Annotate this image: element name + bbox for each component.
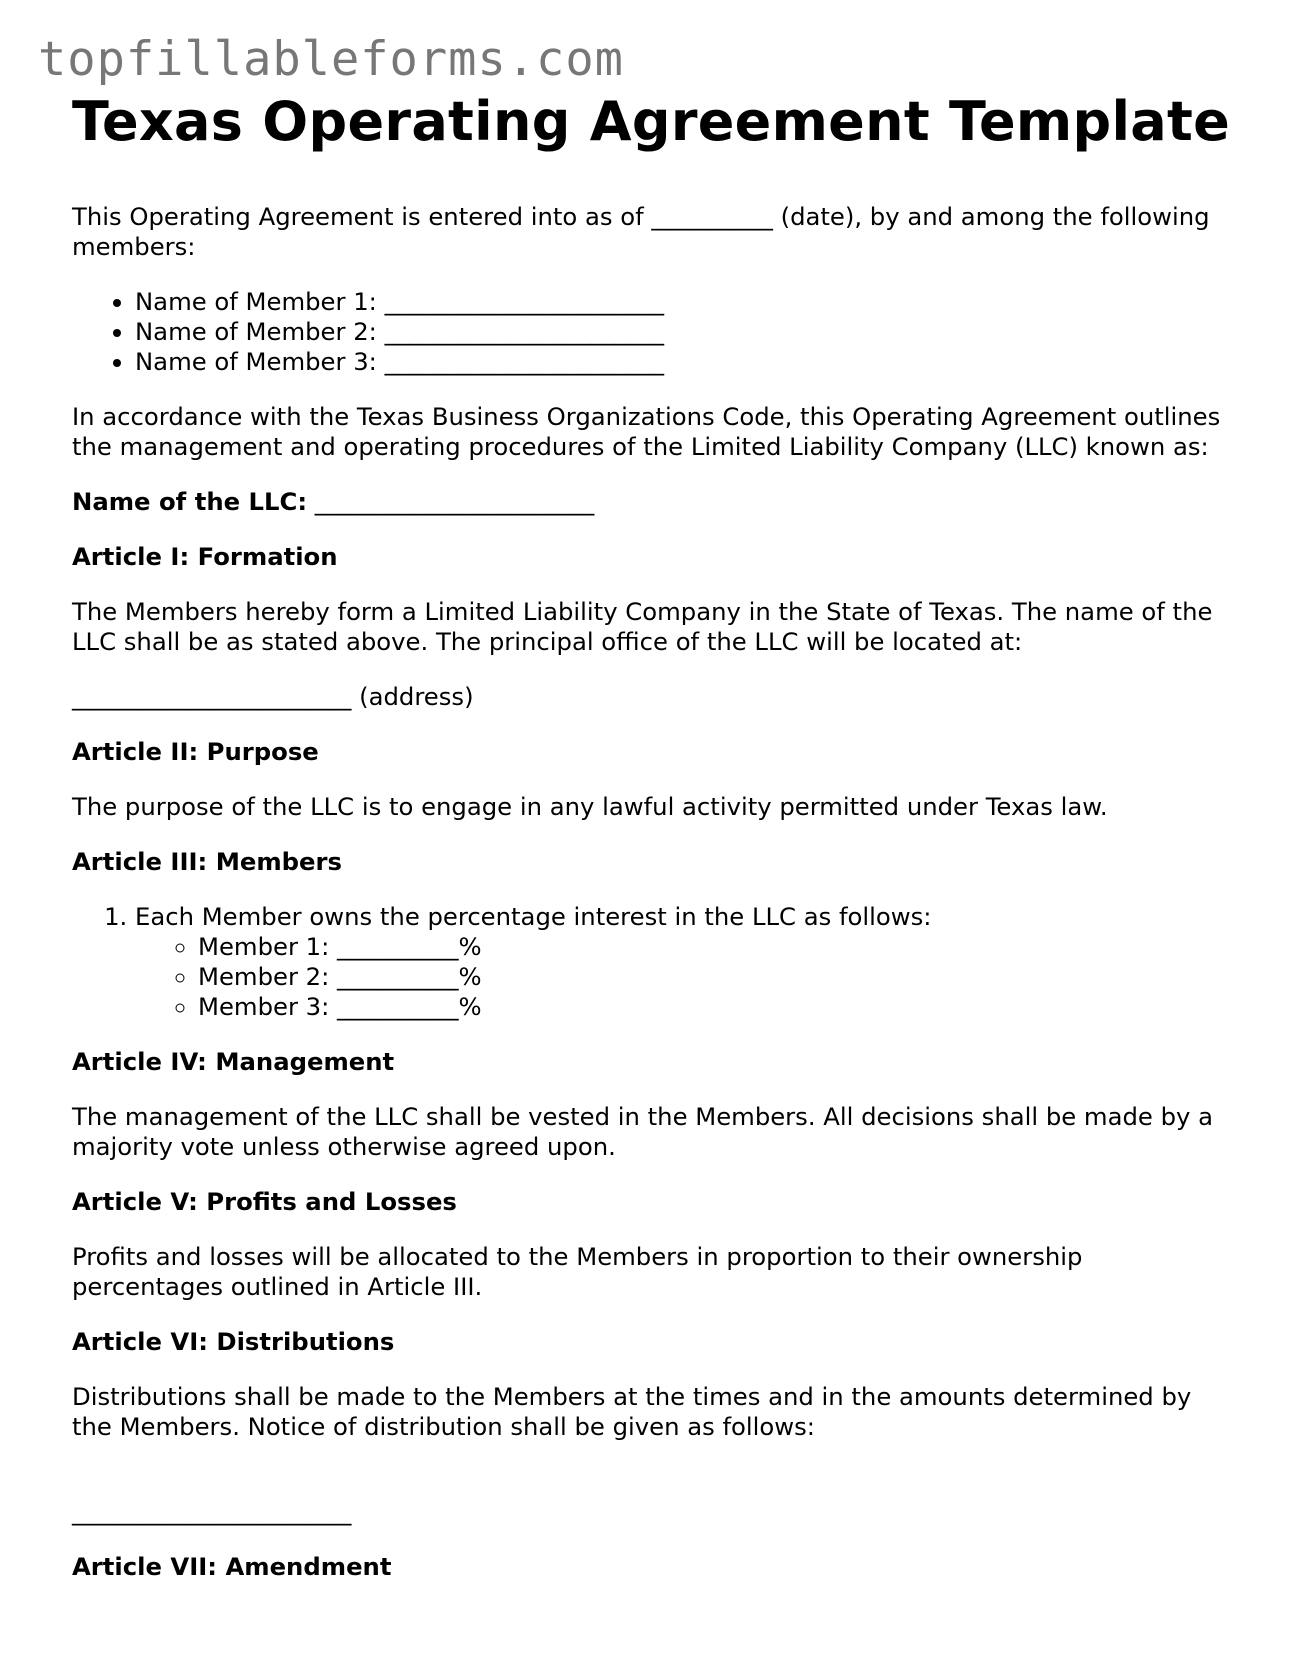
- article-3-heading: Article III: Members: [72, 846, 342, 876]
- member-2-percentage[interactable]: ◦ Member 2: __________%: [198, 962, 1232, 992]
- llc-name-label: Name of the LLC:: [72, 486, 308, 516]
- article-5-body: Profits and losses will be allocated to the Members in proportion to their ownership percentages outlined in Article III.: [72, 1241, 1083, 1301]
- spacer: [72, 1442, 1232, 1472]
- member-name-3[interactable]: • Name of Member 3: _______________________: [135, 347, 1232, 377]
- accordance-paragraph: In accordance with the Texas Business Organizations Code, this Operating Agreement outlines the management and operating procedures of the Limited Liability Company (LLC) known as:: [72, 401, 1221, 461]
- watermark: topfillableforms.com: [38, 32, 624, 87]
- distribution-notice-field[interactable]: _______________________: [72, 1496, 352, 1526]
- member-3-percentage[interactable]: ◦ Member 3: __________%: [198, 992, 1232, 1022]
- article-3-list: [72, 902, 1232, 1022]
- member-1-percentage[interactable]: ◦ Member 1: __________%: [198, 932, 1232, 962]
- article-6-body: Distributions shall be made to the Members at the times and in the amounts determined by the Members. Notice of distribution shall be given as follows:: [72, 1381, 1192, 1441]
- article-3-item-1-text: Each Member owns the percentage interest in the LLC as follows:: [135, 901, 932, 931]
- article-4-heading: Article IV: Management: [72, 1046, 395, 1076]
- llc-name-field[interactable]: [72, 487, 1232, 517]
- percentage-list: [135, 932, 1232, 1022]
- article-4-body: The management of the LLC shall be vested in the Members. All decisions shall be made by a majority vote unless otherwise agreed upon.: [72, 1101, 1213, 1161]
- article-1-heading: Article I: Formation: [72, 541, 338, 571]
- document-title: Texas Operating Agreement Template: [72, 90, 1231, 153]
- llc-name-blank[interactable]: _______________________: [307, 486, 595, 516]
- member-name-2[interactable]: • Name of Member 2: _______________________: [135, 317, 1232, 347]
- article-1-body: The Members hereby form a Limited Liability Company in the State of Texas. The name of the LLC shall be as stated above. The principal office of the LLC will be located at:: [72, 596, 1213, 656]
- member-name-list: [72, 287, 1232, 377]
- article-5-heading: Article V: Profits and Losses: [72, 1186, 457, 1216]
- article-3-item-1: [135, 902, 1232, 1022]
- document-page: [72, 88, 1232, 1582]
- article-2-heading: Article II: Purpose: [72, 736, 319, 766]
- intro-paragraph: This Operating Agreement is entered into as of __________ (date), by and among the following members:: [72, 201, 1210, 261]
- article-2-body: The purpose of the LLC is to engage in any lawful activity permitted under Texas law.: [72, 791, 1108, 821]
- address-field[interactable]: _______________________ (address): [72, 681, 474, 711]
- member-name-1[interactable]: • Name of Member 1: _______________________: [135, 287, 1232, 317]
- article-7-heading: Article VII: Amendment: [72, 1551, 392, 1581]
- article-6-heading: Article VI: Distributions: [72, 1326, 395, 1356]
